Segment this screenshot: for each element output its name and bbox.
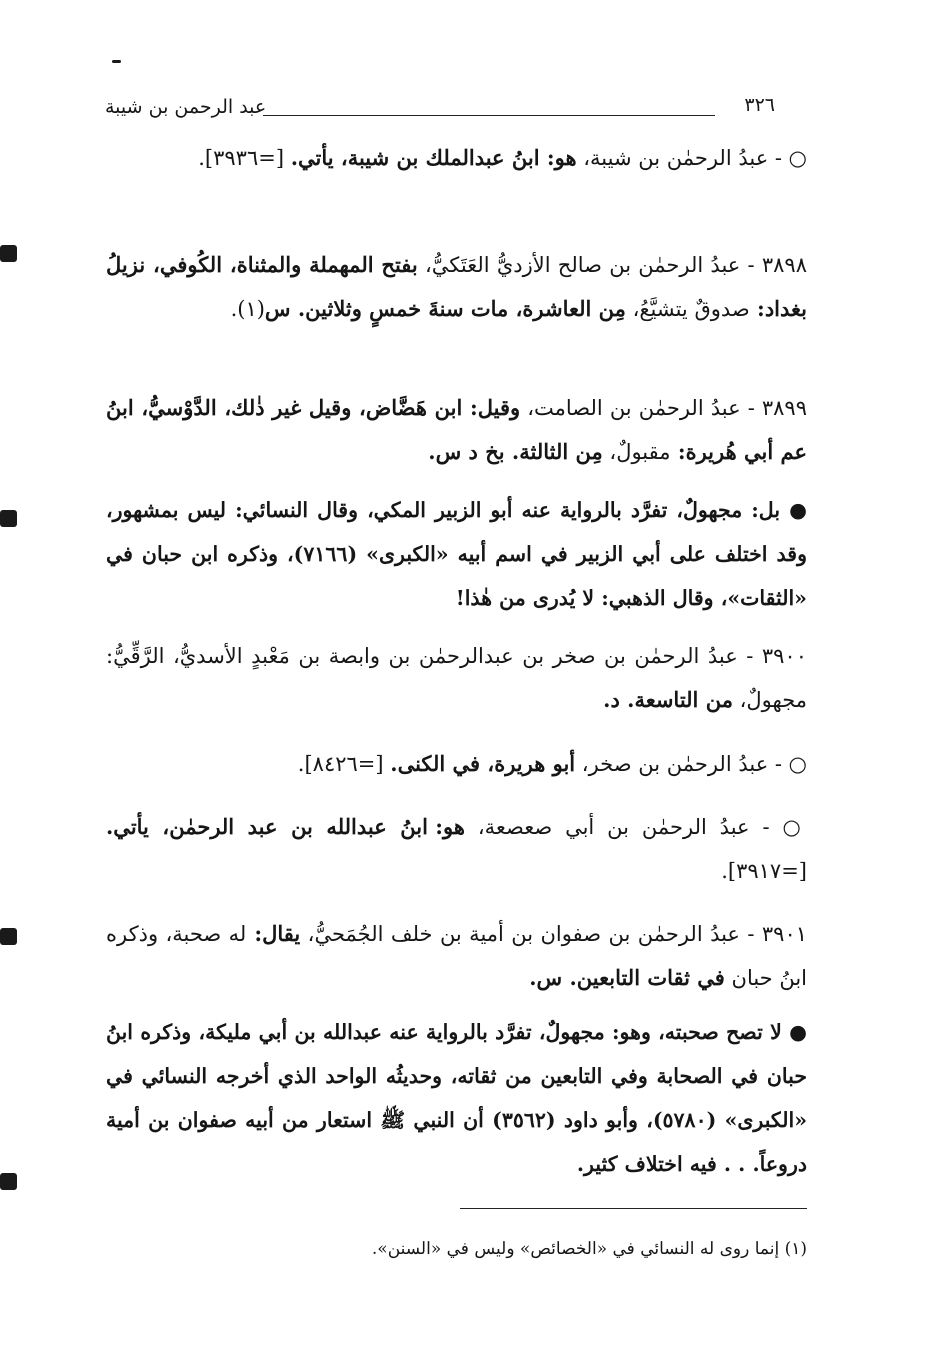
header-rule [263, 115, 715, 116]
entry-text-bold: هو: ابنُ عبدالله بن عبد الرحمٰن، يأتي. [106, 814, 465, 839]
entry-text-bold: أبو هريرة، في الكنى. [390, 751, 576, 776]
entry-text-bold: يقال: [246, 921, 301, 946]
running-title: عبد الرحمن بن شيبة [105, 96, 267, 118]
entry-text: [=٣٩٣٦]. [198, 146, 291, 170]
entry-text: ٣٨٩٨ - عبدُ الرحمٰن بن صالح الأزديُّ العَتَكيُّ، [417, 253, 807, 277]
narrator-entry [106, 742, 807, 786]
scan-speck [112, 60, 121, 63]
narrator-entry [106, 634, 807, 722]
entry-text-bold: وقيل: ابن هَضَّاض، وقيل غير ذٰلك، الدَّوْسيُّ، ابنُ عم أبي هُريرة: [106, 395, 807, 464]
binding-hole-mark [0, 1173, 17, 1190]
entry-text: ○ - عبدُ الرحمٰن بن صخر، [575, 752, 807, 776]
entry-text: [=٣٩١٧]. [721, 859, 807, 883]
entry-text: ٣٩٠١ - عبدُ الرحمٰن بن صفوان بن أمية بن خلف الجُمَحيُّ، [300, 922, 808, 946]
narrator-entry [106, 136, 807, 180]
footnote-separator [460, 1208, 807, 1209]
entry-text: صدوقٌ يتشيَّعُ، [625, 297, 750, 321]
binding-hole-mark [0, 245, 17, 262]
binding-hole-mark [0, 928, 17, 945]
page-number: ٣٢٦ [744, 94, 775, 116]
narrator-entry [106, 805, 807, 893]
entry-text: ٣٨٩٩ - عبدُ الرحمٰن بن الصامت، [520, 396, 807, 420]
entry-text: [=٨٤٢٦]. [297, 752, 391, 776]
entry-text-bold: مِن العاشرة، مات سنةَ خمسٍ وثلاثين. س [264, 296, 626, 321]
entry-text-bold: هو: ابنُ عبدالملك بن شيبة، يأتي. [290, 145, 577, 170]
entry-text: مقبولٌ، [602, 440, 671, 464]
editor-comment [106, 488, 807, 620]
footnote: (١) إنما روى له النسائي في «الخصائص» وليس في «السنن». [371, 1239, 807, 1259]
entry-text-bold: من التاسعة. د. [603, 687, 733, 712]
entry-text: ○ - عبدُ الرحمٰن بن أبي صعصعة، [464, 815, 807, 839]
editor-comment [106, 1010, 807, 1186]
entry-text-bold: ● لا تصح صحبته، وهو: مجهولٌ، تفرَّد بالرواية عنه عبدالله بن أبي مليكة، وذكره ابنُ حبان في الصحابة وفي التابعين من ثقاته، وحديثُه الواحد الذي أخرجه النسائي في «الكبرى» (٥٧٨٠)، وأبو داود (٣٥٦٢) أن النبي ﷺ استعار من أبيه صفوان بن أمية دروعاً. . . فيه اختلاف كثير. [106, 1020, 808, 1176]
entry-text-bold: في ثقات التابعين. س. [529, 965, 725, 990]
page-header [105, 94, 775, 128]
entry-text: له صحبة، وذكره ابنُ حبان [106, 922, 807, 990]
narrator-entry [106, 912, 807, 1000]
entry-text-bold: مِن الثالثة. بخ د س. [428, 439, 603, 464]
entry-text: ○ - عبدُ الرحمٰن بن شيبة، [576, 146, 807, 170]
entry-text-bold: ● بل: مجهولٌ، تفرَّد بالرواية عنه أبو الزبير المكي، وقال النسائي: ليس بمشهور، وقد اختلف على أبي الزبير في اسم أبيه «الكبرى» (٧١٦٦)، وذكره ابن حبان في «الثقات»، وقال الذهبي: لا يُدرى من هٰذا! [106, 498, 807, 610]
entry-text: ٣٩٠٠ - عبدُ الرحمٰن بن صخر بن عبدالرحمٰن بن وابصة بن مَعْبدٍ الأسديُّ، الرَّقِّيُّ: مجهولٌ، [106, 644, 807, 712]
narrator-entry [106, 386, 807, 474]
entry-text-bold: بفتح المهملة والمثناة، الكُوفي، نزيلُ بغداد: [106, 252, 807, 321]
narrator-entry [106, 243, 807, 331]
entry-text: (١). [230, 297, 265, 321]
binding-hole-mark [0, 510, 17, 527]
